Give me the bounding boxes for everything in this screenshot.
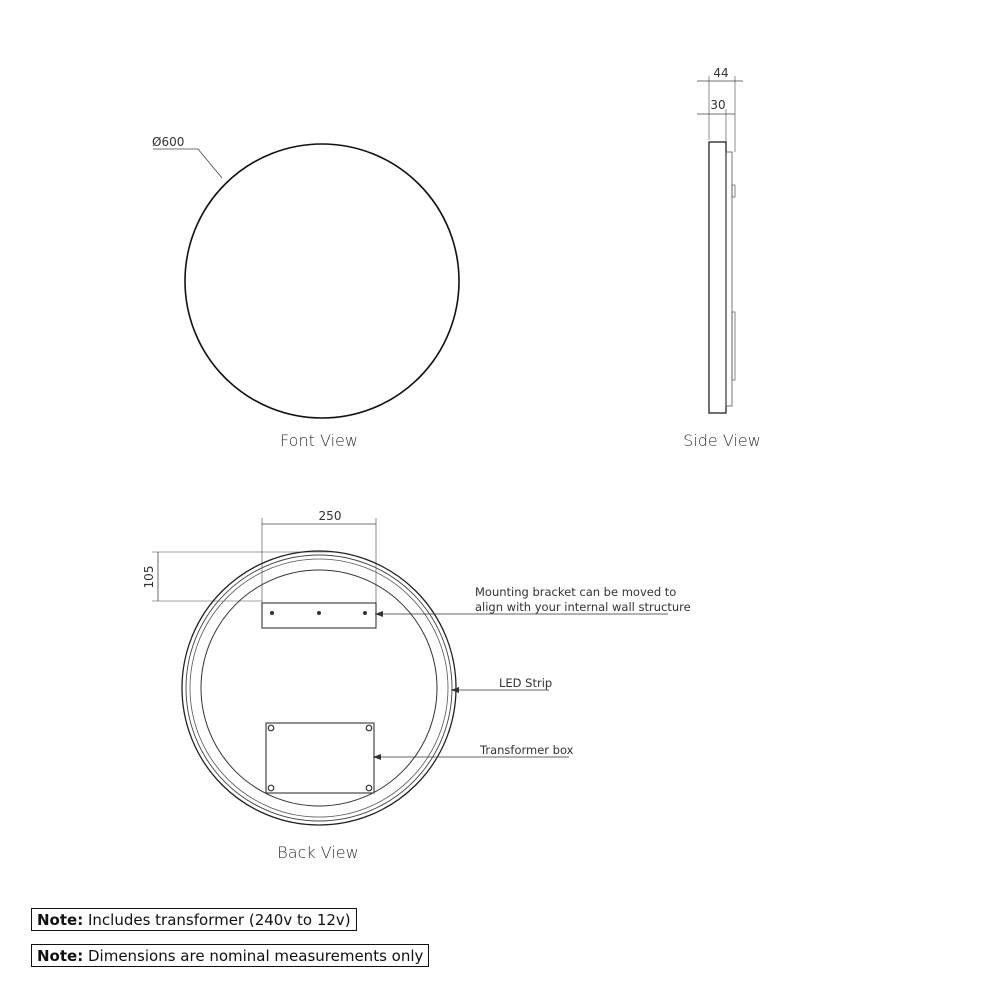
transformer-box xyxy=(266,723,374,793)
diameter-leader-line xyxy=(153,149,222,178)
note-label: Note: xyxy=(37,947,84,965)
side-mirror-profile xyxy=(709,142,726,413)
front-view xyxy=(152,135,459,450)
side-back-panel xyxy=(726,152,732,406)
bracket-width-label: 250 xyxy=(318,509,342,523)
note-text: Includes transformer (240v to 12v) xyxy=(87,911,351,929)
note-dimensions xyxy=(31,944,429,967)
transformer-screw-bl xyxy=(268,785,274,791)
transformer-screw-tr xyxy=(366,725,372,731)
depth-total-label: 44 xyxy=(713,66,729,80)
bracket-callout-line1: Mounting bracket can be moved to xyxy=(475,585,677,599)
bracket-screw-right xyxy=(363,611,367,615)
side-view-title: Side View xyxy=(683,431,761,450)
transformer-screw-tl xyxy=(268,725,274,731)
note-transformer xyxy=(31,908,357,931)
side-transformer-profile xyxy=(732,312,735,380)
note-text: Dimensions are nominal measurements only xyxy=(87,947,424,965)
front-mirror-outline xyxy=(185,144,459,418)
side-view xyxy=(683,66,761,450)
diameter-label: Ø600 xyxy=(152,135,185,149)
side-bracket-profile xyxy=(732,185,735,197)
bracket-offset-label: 105 xyxy=(142,565,156,589)
bracket-callout-line2: align with your internal wall structure xyxy=(475,600,691,614)
note-label: Note: xyxy=(37,911,84,929)
mounting-bracket xyxy=(262,603,376,628)
depth-glass-label: 30 xyxy=(710,98,726,112)
transformer-callout-label: Transformer box xyxy=(480,743,574,757)
transformer-screw-br xyxy=(366,785,372,791)
bracket-screw-left xyxy=(270,611,274,615)
bracket-screw-middle xyxy=(317,611,321,615)
back-view xyxy=(142,509,691,862)
back-view-title: Back View xyxy=(277,843,359,862)
front-view-title: Font View xyxy=(280,431,358,450)
led-callout-label: LED Strip xyxy=(499,676,553,690)
